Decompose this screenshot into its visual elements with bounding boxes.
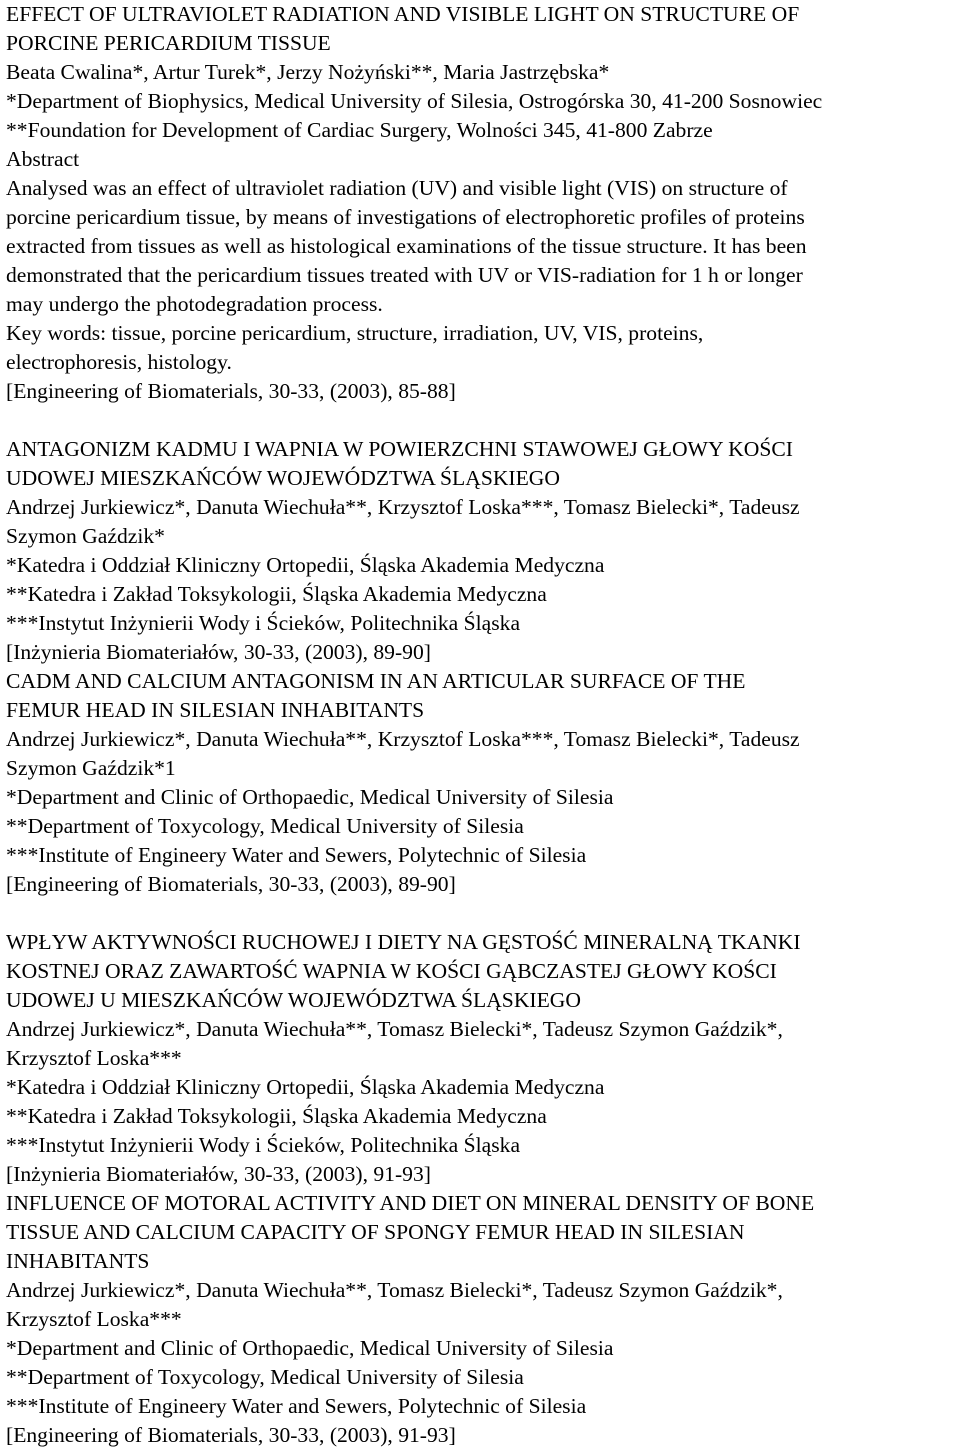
- entry-title: WPŁYW AKTYWNOŚCI RUCHOWEJ I DIETY NA GĘSTOŚĆ MINERALNĄ TKANKI: [6, 930, 801, 954]
- entry-affiliation: *Katedra i Oddział Kliniczny Ortopedii, Śląska Akademia Medyczna: [6, 553, 605, 577]
- entry-authors: Krzysztof Loska***: [6, 1307, 182, 1331]
- section-spacer: [6, 406, 954, 435]
- entry-affiliation: *Department of Biophysics, Medical University of Silesia, Ostrogórska 30, 41-200 Sosnowiec: [6, 89, 823, 113]
- entry-affiliation: **Katedra i Zakład Toksykologii, Śląska Akademia Medyczna: [6, 1104, 547, 1128]
- abstract-heading: Abstract: [6, 147, 80, 171]
- entry-title: TISSUE AND CALCIUM CAPACITY OF SPONGY FEMUR HEAD IN SILESIAN: [6, 1220, 745, 1244]
- entry-affiliation: **Department of Toxycology, Medical University of Silesia: [6, 1365, 524, 1389]
- keywords: electrophoresis, histology.: [6, 350, 232, 374]
- abstract-text: porcine pericardium tissue, by means of investigations of electrophoretic profiles of proteins: [6, 205, 805, 229]
- entry-title: KOSTNEJ ORAZ ZAWARTOŚĆ WAPNIA W KOŚCI GĄBCZASTEJ GŁOWY KOŚCI: [6, 959, 777, 983]
- entry-title: UDOWEJ MIESZKAŃCÓW WOJEWÓDZTWA ŚLĄSKIEGO: [6, 466, 560, 490]
- entry-citation: [Engineering of Biomaterials, 30-33, (2003), 89-90]: [6, 872, 456, 896]
- entry-title: UDOWEJ U MIESZKAŃCÓW WOJEWÓDZTWA ŚLĄSKIEGO: [6, 988, 581, 1012]
- entry-citation: [Inżynieria Biomateriałów, 30-33, (2003), 91-93]: [6, 1162, 431, 1186]
- entry-affiliation: *Department and Clinic of Orthopaedic, Medical University of Silesia: [6, 785, 614, 809]
- abstract-text: demonstrated that the pericardium tissues treated with UV or VIS-radiation for 1 h or longer: [6, 263, 803, 287]
- entry-affiliation: ***Institute of Engineery Water and Sewers, Polytechnic of Silesia: [6, 1394, 587, 1418]
- entry-authors: Szymon Gaździk*1: [6, 756, 176, 780]
- entry-authors: Szymon Gaździk*: [6, 524, 165, 548]
- entry-authors: Beata Cwalina*, Artur Turek*, Jerzy Nożyński**, Maria Jastrzębska*: [6, 60, 610, 84]
- entry-citation: [Inżynieria Biomateriałów, 30-33, (2003), 89-90]: [6, 640, 431, 664]
- entry-title: ANTAGONIZM KADMU I WAPNIA W POWIERZCHNI STAWOWEJ GŁOWY KOŚCI: [6, 437, 793, 461]
- abstract-text: extracted from tissues as well as histological examinations of the tissue structure. It has been: [6, 234, 807, 258]
- abstract-text: may undergo the photodegradation process.: [6, 292, 383, 316]
- entry-authors: Andrzej Jurkiewicz*, Danuta Wiechuła**, Krzysztof Loska***, Tomasz Bielecki*, Tadeusz: [6, 727, 800, 751]
- abstract-entry: [6, 435, 954, 667]
- entry-title: CADM AND CALCIUM ANTAGONISM IN AN ARTICULAR SURFACE OF THE: [6, 669, 746, 693]
- entry-affiliation: *Katedra i Oddział Kliniczny Ortopedii, Śląska Akademia Medyczna: [6, 1075, 605, 1099]
- entry-affiliation: ***Instytut Inżynierii Wody i Ścieków, Politechnika Śląska: [6, 611, 521, 635]
- entry-authors: Andrzej Jurkiewicz*, Danuta Wiechuła**, Krzysztof Loska***, Tomasz Bielecki*, Tadeusz: [6, 495, 800, 519]
- abstract-entry: [6, 667, 954, 899]
- entry-citation: [Engineering of Biomaterials, 30-33, (2003), 85-88]: [6, 379, 456, 403]
- entry-title: INHABITANTS: [6, 1249, 150, 1273]
- abstract-entry: [6, 928, 954, 1189]
- entry-title: INFLUENCE OF MOTORAL ACTIVITY AND DIET ON MINERAL DENSITY OF BONE: [6, 1191, 815, 1215]
- entry-affiliation: ***Instytut Inżynierii Wody i Ścieków, Politechnika Śląska: [6, 1133, 521, 1157]
- entry-authors: Andrzej Jurkiewicz*, Danuta Wiechuła**, Tomasz Bielecki*, Tadeusz Szymon Gaździk*,: [6, 1278, 783, 1302]
- abstract-text: Analysed was an effect of ultraviolet radiation (UV) and visible light (VIS) on structure of: [6, 176, 788, 200]
- entry-affiliation: *Department and Clinic of Orthopaedic, Medical University of Silesia: [6, 1336, 614, 1360]
- entry-authors: Andrzej Jurkiewicz*, Danuta Wiechuła**, Tomasz Bielecki*, Tadeusz Szymon Gaździk*,: [6, 1017, 783, 1041]
- entry-affiliation: ***Institute of Engineery Water and Sewers, Polytechnic of Silesia: [6, 843, 587, 867]
- entry-title: FEMUR HEAD IN SILESIAN INHABITANTS: [6, 698, 425, 722]
- entry-title: PORCINE PERICARDIUM TISSUE: [6, 31, 331, 55]
- entry-title: EFFECT OF ULTRAVIOLET RADIATION AND VISIBLE LIGHT ON STRUCTURE OF: [6, 2, 800, 26]
- abstract-entry: [6, 1189, 954, 1450]
- entry-affiliation: **Department of Toxycology, Medical University of Silesia: [6, 814, 524, 838]
- entry-affiliation: **Katedra i Zakład Toksykologii, Śląska Akademia Medyczna: [6, 582, 547, 606]
- entry-citation: [Engineering of Biomaterials, 30-33, (2003), 91-93]: [6, 1423, 456, 1447]
- keywords: Key words: tissue, porcine pericardium, structure, irradiation, UV, VIS, proteins,: [6, 321, 704, 345]
- entry-authors: Krzysztof Loska***: [6, 1046, 182, 1070]
- section-spacer: [6, 899, 954, 928]
- entry-affiliation: **Foundation for Development of Cardiac Surgery, Wolności 345, 41-800 Zabrze: [6, 118, 713, 142]
- abstract-entry: [6, 0, 954, 406]
